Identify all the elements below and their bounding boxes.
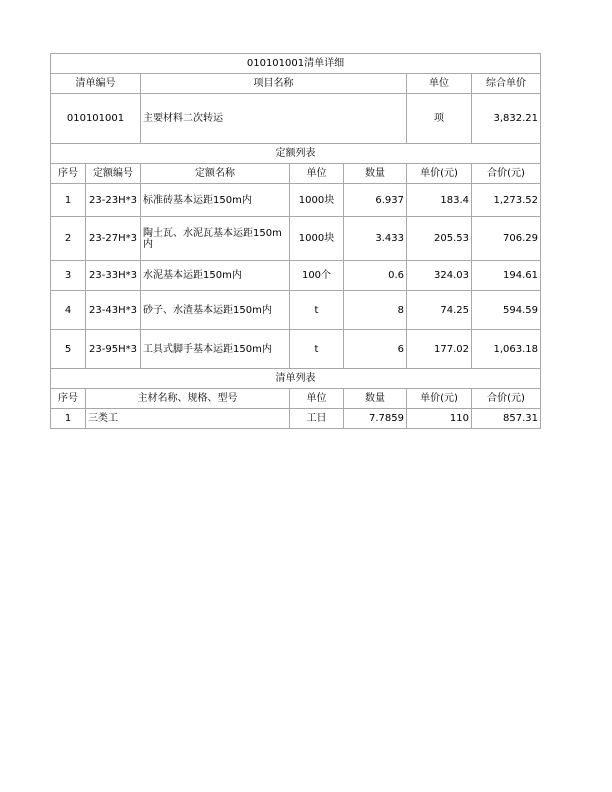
quota-code: 23-95H*3 xyxy=(86,330,141,369)
quota-total: 194.61 xyxy=(472,261,541,291)
quota-unit: 1000块 xyxy=(290,217,344,261)
quota-price: 74.25 xyxy=(407,291,472,330)
quota-qty: 8 xyxy=(344,291,407,330)
quota-no: 3 xyxy=(51,261,86,291)
materials-header-no: 序号 xyxy=(51,389,86,409)
col-header-name: 项目名称 xyxy=(141,74,407,94)
title-row xyxy=(51,54,541,74)
col-header-code: 清单编号 xyxy=(51,74,141,94)
quota-row xyxy=(51,184,541,217)
item-code: 010101001 xyxy=(51,94,141,144)
quota-unit: t xyxy=(290,291,344,330)
materials-section-title: 清单列表 xyxy=(51,369,541,389)
quota-price: 324.03 xyxy=(407,261,472,291)
quota-name: 标准砖基本运距150m内 xyxy=(141,184,290,217)
quota-header-price: 单价(元) xyxy=(407,164,472,184)
materials-header-price: 单价(元) xyxy=(407,389,472,409)
bill-detail-table xyxy=(50,53,541,429)
materials-qty: 7.7859 xyxy=(344,409,407,429)
materials-section-row xyxy=(51,369,541,389)
quota-price: 177.02 xyxy=(407,330,472,369)
col-header-unit: 单位 xyxy=(407,74,472,94)
quota-header-code: 定额编号 xyxy=(86,164,141,184)
quota-no: 2 xyxy=(51,217,86,261)
quota-qty: 3.433 xyxy=(344,217,407,261)
quota-unit: t xyxy=(290,330,344,369)
quota-row xyxy=(51,330,541,369)
quota-no: 1 xyxy=(51,184,86,217)
quota-name: 陶土瓦、水泥瓦基本运距150m内 xyxy=(141,217,290,261)
materials-header-row xyxy=(51,389,541,409)
item-name: 主要材料二次转运 xyxy=(141,94,407,144)
quota-name: 工具式脚手基本运距150m内 xyxy=(141,330,290,369)
quota-header-row xyxy=(51,164,541,184)
quota-section-row xyxy=(51,144,541,164)
materials-price: 110 xyxy=(407,409,472,429)
quota-code: 23-23H*3 xyxy=(86,184,141,217)
quota-price: 183.4 xyxy=(407,184,472,217)
table-title: 010101001清单详细 xyxy=(51,54,541,74)
item-price: 3,832.21 xyxy=(472,94,541,144)
materials-total: 857.31 xyxy=(472,409,541,429)
quota-code: 23-33H*3 xyxy=(86,261,141,291)
materials-name: 三类工 xyxy=(86,409,290,429)
quota-qty: 6.937 xyxy=(344,184,407,217)
quota-row xyxy=(51,217,541,261)
col-header-price: 综合单价 xyxy=(472,74,541,94)
materials-header-qty: 数量 xyxy=(344,389,407,409)
materials-header-total: 合价(元) xyxy=(472,389,541,409)
item-header-row xyxy=(51,74,541,94)
quota-total: 706.29 xyxy=(472,217,541,261)
materials-row xyxy=(51,409,541,429)
quota-section-title: 定额列表 xyxy=(51,144,541,164)
quota-header-no: 序号 xyxy=(51,164,86,184)
quota-row xyxy=(51,291,541,330)
quota-name: 水泥基本运距150m内 xyxy=(141,261,290,291)
quota-header-name: 定额名称 xyxy=(141,164,290,184)
item-row xyxy=(51,94,541,144)
item-unit: 项 xyxy=(407,94,472,144)
quota-total: 1,273.52 xyxy=(472,184,541,217)
quota-qty: 0.6 xyxy=(344,261,407,291)
quota-row xyxy=(51,261,541,291)
quota-header-total: 合价(元) xyxy=(472,164,541,184)
materials-header-unit: 单位 xyxy=(290,389,344,409)
quota-no: 4 xyxy=(51,291,86,330)
materials-no: 1 xyxy=(51,409,86,429)
materials-header-name: 主材名称、规格、型号 xyxy=(86,389,290,409)
quota-header-unit: 单位 xyxy=(290,164,344,184)
materials-unit: 工日 xyxy=(290,409,344,429)
quota-unit: 1000块 xyxy=(290,184,344,217)
quota-code: 23-27H*3 xyxy=(86,217,141,261)
quota-unit: 100个 xyxy=(290,261,344,291)
quota-total: 1,063.18 xyxy=(472,330,541,369)
quota-code: 23-43H*3 xyxy=(86,291,141,330)
quota-no: 5 xyxy=(51,330,86,369)
quota-name: 砂子、水渣基本运距150m内 xyxy=(141,291,290,330)
quota-price: 205.53 xyxy=(407,217,472,261)
quota-qty: 6 xyxy=(344,330,407,369)
quota-header-qty: 数量 xyxy=(344,164,407,184)
quota-total: 594.59 xyxy=(472,291,541,330)
